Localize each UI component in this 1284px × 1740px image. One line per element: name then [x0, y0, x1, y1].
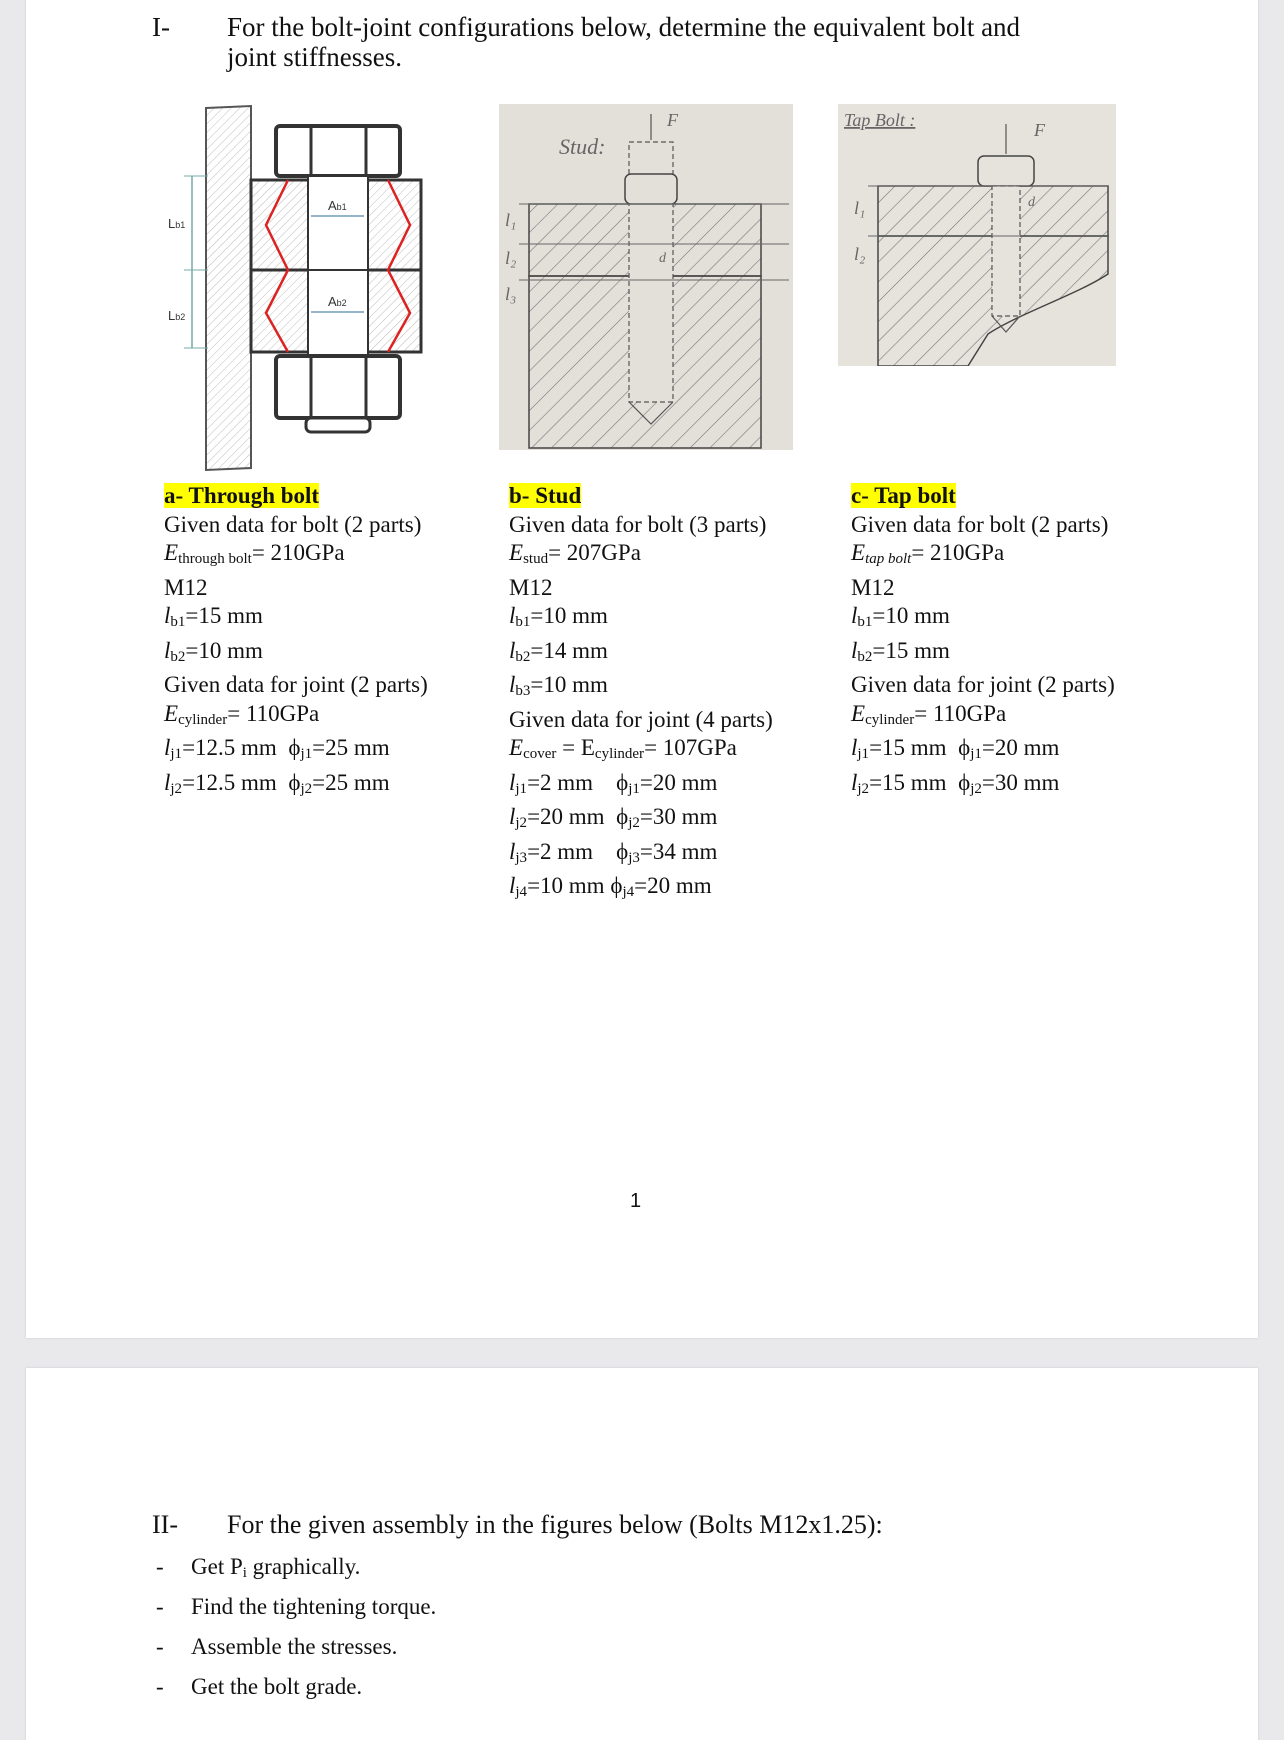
- e-stud: $E_{stud}= 207GPa$: [509, 540, 641, 567]
- through-bolt-drawing: [156, 98, 466, 478]
- task-item-1: Get $P_i$ graphically.: [191, 1554, 361, 1581]
- question-1-number: I-: [152, 12, 170, 42]
- heading-tap-bolt: c- Tap bolt: [851, 483, 956, 508]
- question-2-text: For the given assembly in the figures below (Bolts M12x1.25):: [227, 1510, 883, 1539]
- e-cover-b: $E_{cover} = E_{cylinder}= 107GPa$: [509, 735, 737, 762]
- stud-l2: l₂: [505, 248, 517, 268]
- question-2-number: II-: [152, 1510, 178, 1539]
- stud-drawing: [499, 104, 793, 450]
- lb3-b: $l_{b3}=10$ mm: [509, 672, 608, 699]
- e-cylinder-c: $E_{cylinder}= 110GPa$: [851, 700, 1007, 728]
- joint-row-2-a: $l_{j2}=12.5$ mm $\phi_{j2}=25$ mm: [164, 769, 390, 797]
- lb2-a: $l_{b2}=10$ mm: [164, 637, 263, 665]
- figure-stud: [499, 104, 793, 450]
- joint-row-2-c: $l_{j2}=15$ mm $\phi_{j2}=30$ mm: [851, 769, 1060, 797]
- joint-given-a: Given data for joint (2 parts): [164, 672, 428, 697]
- heading-stud: b- Stud: [509, 483, 582, 508]
- figure-through-bolt: [156, 98, 466, 478]
- tap-l1: l₁: [854, 198, 866, 218]
- column-tap-bolt: [851, 482, 1181, 803]
- bullet-dash: -: [156, 1594, 164, 1619]
- stud-force-label: F: [667, 110, 678, 130]
- bullet-dash: -: [156, 1554, 164, 1579]
- joint-row-2-b: $l_{j2}=20$ mm $\phi_{j2}=30$ mm: [509, 804, 718, 831]
- tap-force-label: F: [1034, 120, 1045, 140]
- task-item-2: Find the tightening torque.: [191, 1594, 437, 1619]
- tap-bolt-drawing: [838, 104, 1116, 366]
- joint-row-1-c: $l_{j1}=15$ mm $\phi_{j1}=20$ mm: [851, 735, 1060, 762]
- page-1: [26, 0, 1258, 1338]
- page-2: [26, 1368, 1258, 1740]
- page-number: 1: [630, 1190, 642, 1212]
- joint-row-3-b: $l_{j3}=2$ mm $\phi_{j3}=34$ mm: [509, 838, 718, 866]
- stud-d: d: [659, 251, 666, 266]
- e-cylinder-a: $E_{cylinder}= 110GPa$: [164, 700, 320, 728]
- stud-title: Stud:: [559, 134, 606, 159]
- figure-tap-bolt: [838, 104, 1116, 366]
- label-ab1: Ab1: [328, 198, 347, 213]
- task-item-3: Assemble the stresses.: [191, 1634, 398, 1659]
- lb1-a: $l_{b1}=15$ mm: [164, 603, 263, 630]
- column-stud: [509, 482, 829, 907]
- joint-given-c: Given data for joint (2 parts): [851, 672, 1115, 697]
- tap-bolt-title: Tap Bolt :: [844, 110, 916, 130]
- lb2-c: $l_{b2}=15$ mm: [851, 637, 950, 665]
- lb2-b: $l_{b2}=14$ mm: [509, 637, 608, 665]
- bolt-given-b: Given data for bolt (3 parts): [509, 511, 767, 537]
- lb1-b: $l_{b1}=10$ mm: [509, 603, 608, 630]
- bullet-dash: -: [156, 1674, 164, 1699]
- label-lb1: Lb1: [168, 216, 186, 231]
- joint-row-1-b: $l_{j1}=2$ mm $\phi_{j1}=20$ mm: [509, 769, 718, 797]
- tap-l2: l₂: [854, 244, 866, 264]
- e-through-bolt: $E_{through bolt}= 210GPa$: [164, 540, 345, 567]
- size-b: M12: [509, 574, 553, 600]
- lb1-c: $l_{b1}=10$ mm: [851, 603, 950, 630]
- heading-through-bolt: a- Through bolt: [164, 483, 320, 508]
- question-1-line1: For the bolt-joint configurations below, determine the equivalent bolt and: [227, 12, 1021, 42]
- label-lb2: Lb2: [168, 308, 186, 323]
- stud-l3: l₃: [505, 284, 517, 304]
- question-1-line2: joint stiffnesses.: [227, 42, 402, 72]
- question-1-text: [227, 12, 1020, 72]
- tap-d: d: [1028, 195, 1035, 210]
- size-c: M12: [851, 574, 895, 600]
- task-item-4: Get the bolt grade.: [191, 1674, 363, 1699]
- joint-given-b: Given data for joint (4 parts): [509, 706, 773, 732]
- column-through-bolt: [164, 482, 484, 803]
- bullet-dash: -: [156, 1634, 164, 1659]
- joint-row-4-b: $l_{j4}=10$ mm $\phi_{j4}=20$ mm: [509, 873, 712, 900]
- size-a: M12: [164, 574, 208, 600]
- joint-row-1-a: $l_{j1}=12.5$ mm $\phi_{j1}=25$ mm: [164, 735, 390, 762]
- label-ab2: Ab2: [328, 294, 347, 309]
- stud-l1: l₁: [505, 210, 517, 230]
- bolt-given-c: Given data for bolt (2 parts): [851, 511, 1109, 537]
- e-tap-bolt: $E_{tap bolt}= 210GPa$: [851, 540, 1005, 567]
- bolt-given-a: Given data for bolt (2 parts): [164, 511, 422, 537]
